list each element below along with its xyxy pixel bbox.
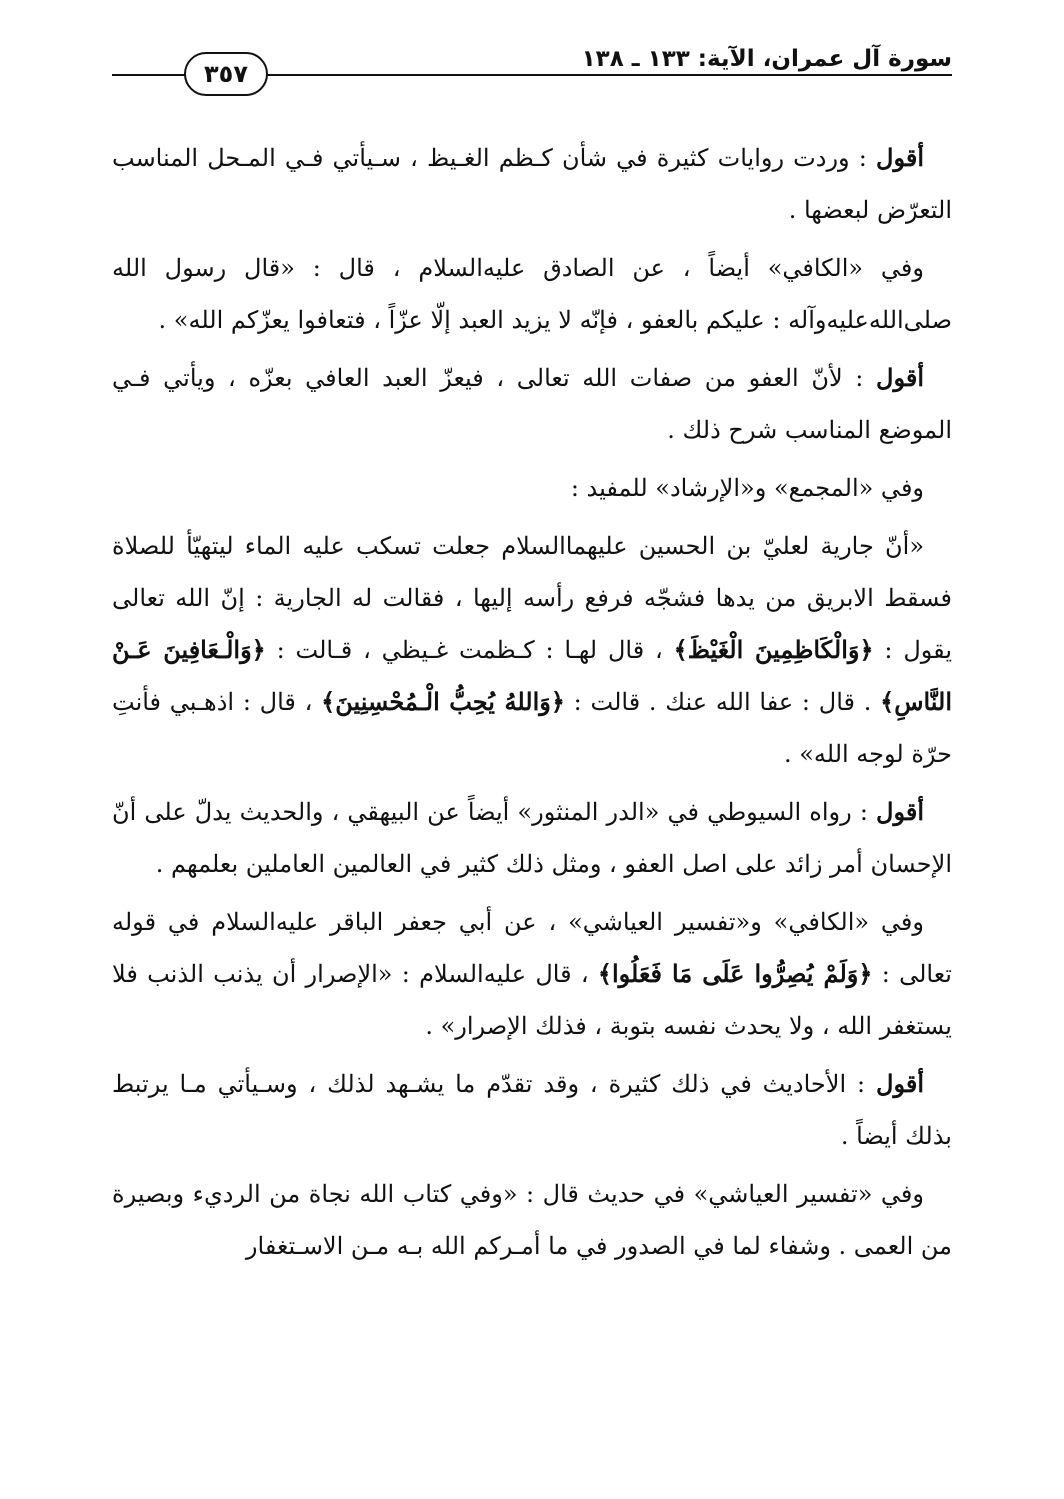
paragraph-text: ، قال عليه‌السلام : «الإصرار أن يذنب الذنب فلا يستغفر الله ، ولا يحدث نفسه بتوبة ، فذلك الإصرار» . — [112, 960, 952, 1040]
running-title: سورة آل عمران، الآية: ١٣٣ ـ ١٣٨ — [581, 46, 952, 72]
paragraph-text: وفي «المجمع» و«الإرشاد» للمفيد : — [570, 474, 924, 502]
paragraph-text: وفي «الكافي» و«تفسير العياشي» ، عن أبي جعفر الباقر عليه‌السلام في قوله تعالى : — [112, 908, 952, 988]
paragraph-text: ، قال لهـا : كـظمت غـيظي ، قـالت : — [276, 636, 663, 664]
quran-verse: ﴿وَاللهُ يُحِبُّ الْـمُحْسِنِينَ﴾ — [321, 687, 565, 716]
quran-verse: ﴿وَلَمْ يُصِرُّوا عَلَى مَا فَعَلُوا﴾ — [597, 959, 873, 988]
lead-word: أقول — [876, 797, 924, 826]
page-body — [112, 132, 952, 1278]
paragraph-text: «أنّ جارية لعليّ بن الحسين عليهما‌السلام جعلت تسكب عليه الماء ليتهيّأ للصلاة فسقط الابريق من يدها فشجّه فرفع رأسه إليها ، فقالت له الجارية : إنّ الله تعالى يقول : — [112, 532, 953, 664]
page-header — [112, 30, 952, 92]
paragraph-3 — [112, 352, 952, 456]
paragraph-text: : الأحاديث في ذلك كثيرة ، وقد تقدّم ما يشـهد لذلك ، وسـيأتي مـا يرتبط بذلك أيضاً . — [112, 1070, 952, 1150]
paragraph-text: ، قال : اذهـبي فأنتِ حرّة لوجه الله» . — [112, 688, 952, 768]
paragraph-4 — [112, 462, 952, 514]
paragraph-text: : رواه السيوطي في «الدر المنثور» أيضاً عن البيهقي ، والحديث يدلّ على أنّ الإحسان أمر زائد على اصل العفو ، ومثل ذلك كثير في العالمين العاملين بعلمهم . — [112, 798, 952, 878]
paragraph-text: : وردت روايات كثيرة في شأن كـظم الغـيظ ، سـيأتي فـي المـحل المناسب التعرّض لبعضها . — [112, 144, 952, 224]
paragraph-9 — [112, 1168, 952, 1272]
paragraph-5 — [112, 520, 952, 780]
paragraph-1 — [112, 132, 952, 236]
lead-word: أقول — [876, 1069, 924, 1098]
paragraph-8 — [112, 1058, 952, 1162]
quran-verse: ﴿وَالْكَاظِمِينَ الْغَيْظَ﴾ — [673, 635, 874, 664]
quran-verse: ﴿وَالْـعَافِينَ عَـنْ النَّاسِ﴾ — [112, 635, 953, 716]
lead-word: أقول — [876, 363, 924, 392]
page-number: ٣٥٧ — [184, 52, 268, 96]
paragraph-text: وفي «الكافي» أيضاً ، عن الصادق عليه‌السلام ، قال : «قال رسول الله صلى‌الله‌عليه‌وآله : عليكم بالعفو ، فإنّه لا يزيد العبد إلّا عزّاً ، فتعافوا يعزّكم الله» . — [112, 254, 952, 334]
paragraph-text: . قال : عفا الله عنك . قالت : — [573, 688, 872, 716]
paragraph-2 — [112, 242, 952, 346]
paragraph-6 — [112, 786, 952, 890]
paragraph-7 — [112, 896, 952, 1052]
paragraph-text: وفي «تفسير العياشي» في حديث قال : «وفي كتاب الله نجاة من الرديء وبصيرة من العمى . وشفاء لما في الصدور في ما أمـركم الله بـه مـن الاسـتغفار — [112, 1180, 952, 1260]
paragraph-text: : لأنّ العفو من صفات الله تعالى ، فيعزّ العبد العافي بعزّه ، ويأتي فـي الموضع المناسب شرح ذلك . — [112, 364, 952, 444]
lead-word: أقول — [876, 143, 924, 172]
